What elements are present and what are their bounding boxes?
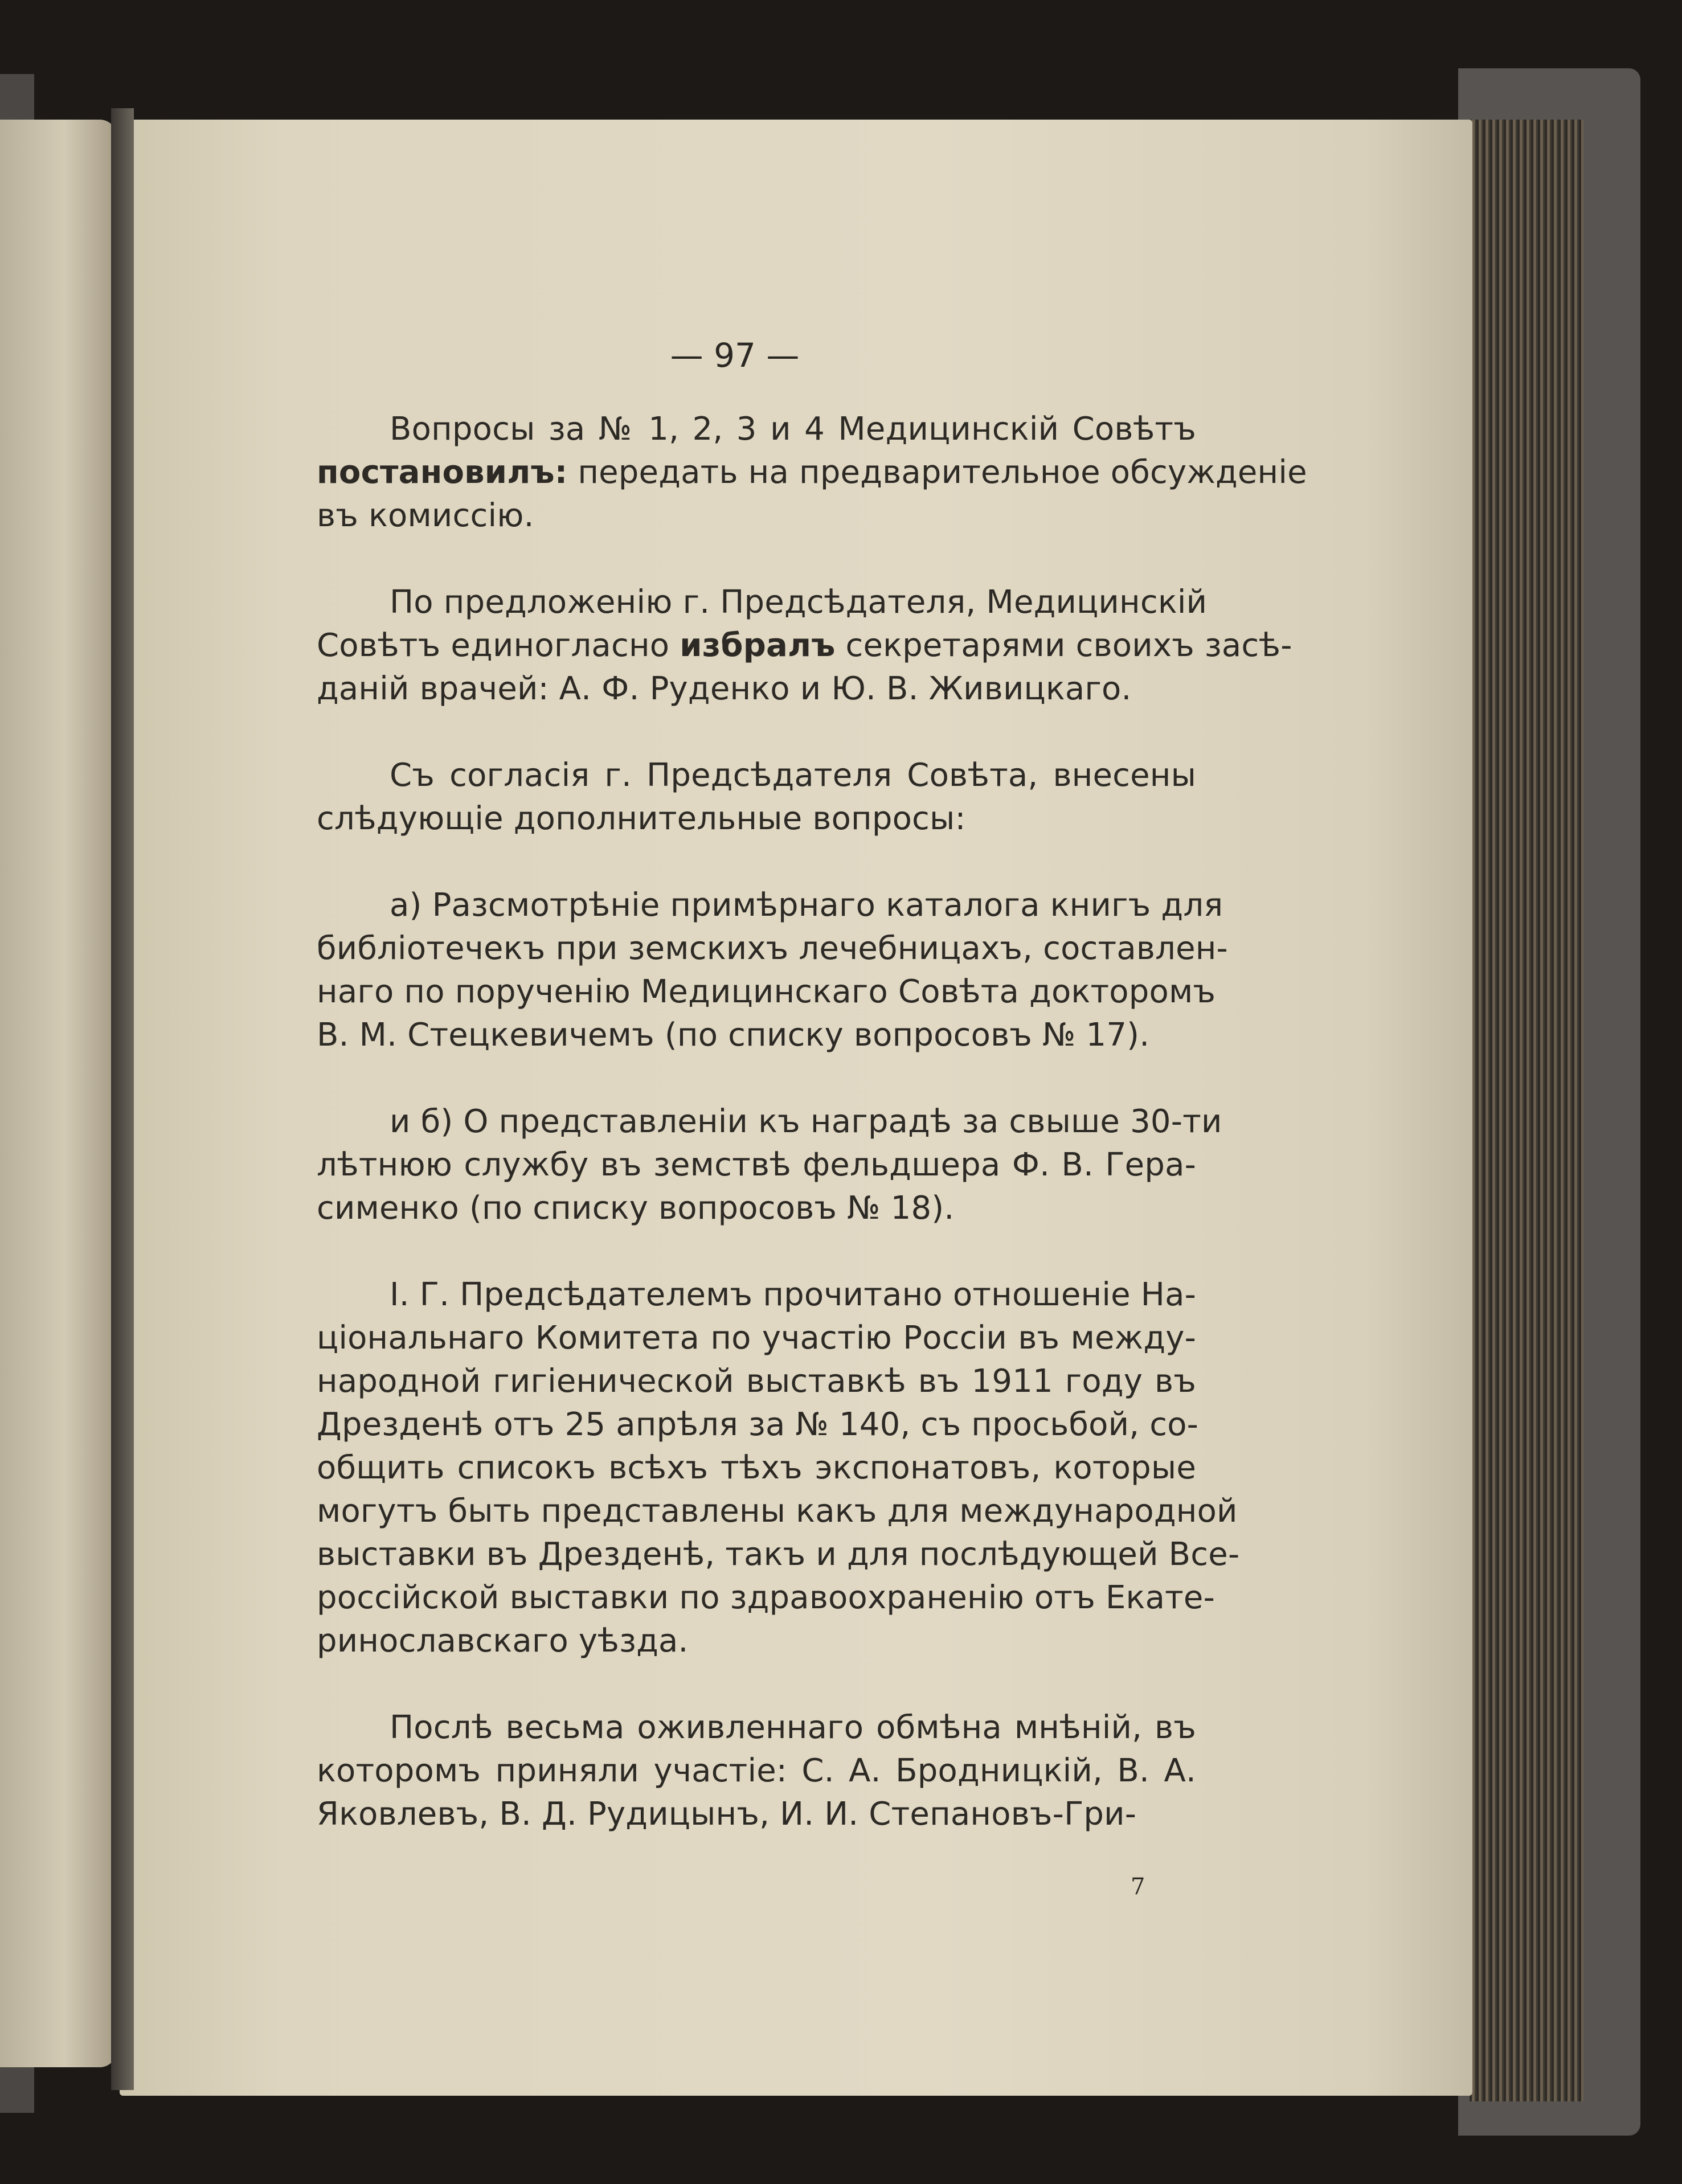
paragraph-gap [317,1230,1196,1273]
paragraph [317,884,1228,1057]
paragraph [317,408,1307,538]
text-line: ринославскаго уѣзда. [317,1622,689,1659]
text-run: Совѣтъ единогласно [317,627,680,664]
text-line: даній врачей: А. Ф. Руденко и Ю. В. Живицкаго. [317,670,1132,707]
text-line: россійской выставки по здравоохраненію отъ Екате- [317,1579,1215,1616]
paragraph-gap [317,1663,1196,1706]
paragraph-gap [317,538,1196,581]
text-line: библіотечекъ при земскихъ лечебницахъ, составлен- [317,930,1228,967]
text-line: въ комиссію. [317,497,534,534]
text-line: По предложенію г. Предсѣдателя, Медицинскій [390,584,1208,621]
bold-text-run: избралъ [680,627,836,664]
paragraph-gap [317,711,1196,754]
text-run: передать на предварительное обсужденіе [567,454,1307,491]
page-number: — 97 — [670,336,800,375]
text-line: Вопросы за № 1, 2, 3 и 4 Медицинскій Совѣтъ [390,411,1196,448]
text-line: наго по порученію Медицинскаго Совѣта докторомъ [317,973,1216,1010]
page-block-edges [1470,120,1583,2101]
text-run: секретарями своихъ засѣ- [835,627,1292,664]
paragraph [317,1706,1196,1836]
book-gutter [111,108,134,2090]
text-line: I. Г. Предсѣдателемъ прочитано отношеніе На- [390,1276,1196,1313]
page-text [317,408,1307,1836]
text-line [317,451,1307,494]
text-line: которомъ приняли участіе: С. А. Бродницкій, В. А. [317,1752,1196,1789]
bold-text-run: постановилъ: [317,454,568,491]
paragraph-gap [317,841,1196,884]
facing-page-edge [0,120,117,2067]
text-line: Яковлевъ, В. Д. Рудицынъ, И. И. Степановъ-Гри- [317,1796,1137,1833]
text-line: и б) О представленіи къ наградѣ за свыше 30-ти [390,1103,1222,1140]
paragraph [317,1100,1222,1230]
text-line: могутъ быть представлены какъ для международной [317,1493,1238,1530]
text-line: лѣтнюю службу въ земствѣ фельдшера Ф. В. Гера- [317,1146,1196,1183]
text-line: общить списокъ всѣхъ тѣхъ экспонатовъ, которые [317,1449,1196,1486]
text-line: ціональнаго Комитета по участію Россіи въ между- [317,1320,1196,1357]
paragraph-gap [317,1057,1196,1100]
text-line: выставки въ Дрезденѣ, такъ и для послѣдующей Все- [317,1536,1240,1573]
text-line: Дрезденѣ отъ 25 апрѣля за № 140, съ просьбой, со- [317,1406,1199,1443]
text-line: а) Разсмотрѣніе примѣрнаго каталога книгъ для [390,887,1223,924]
text-line: Съ согласія г. Предсѣдателя Совѣта, внесены [390,757,1196,794]
paragraph [317,1273,1240,1663]
printer-signature-mark: 7 [1131,1874,1145,1900]
text-line: народной гигіенической выставкѣ въ 1911 году въ [317,1363,1196,1400]
text-line: слѣдующіе дополнительные вопросы: [317,800,966,837]
paragraph [317,581,1292,711]
text-line [317,624,1292,667]
text-line: сименко (по списку вопросовъ № 18). [317,1190,955,1227]
text-line: В. М. Стецкевичемъ (по списку вопросовъ № 17). [317,1017,1150,1054]
paragraph [317,754,1196,841]
text-line: Послѣ весьма оживленнаго обмѣна мнѣній, въ [390,1709,1196,1746]
